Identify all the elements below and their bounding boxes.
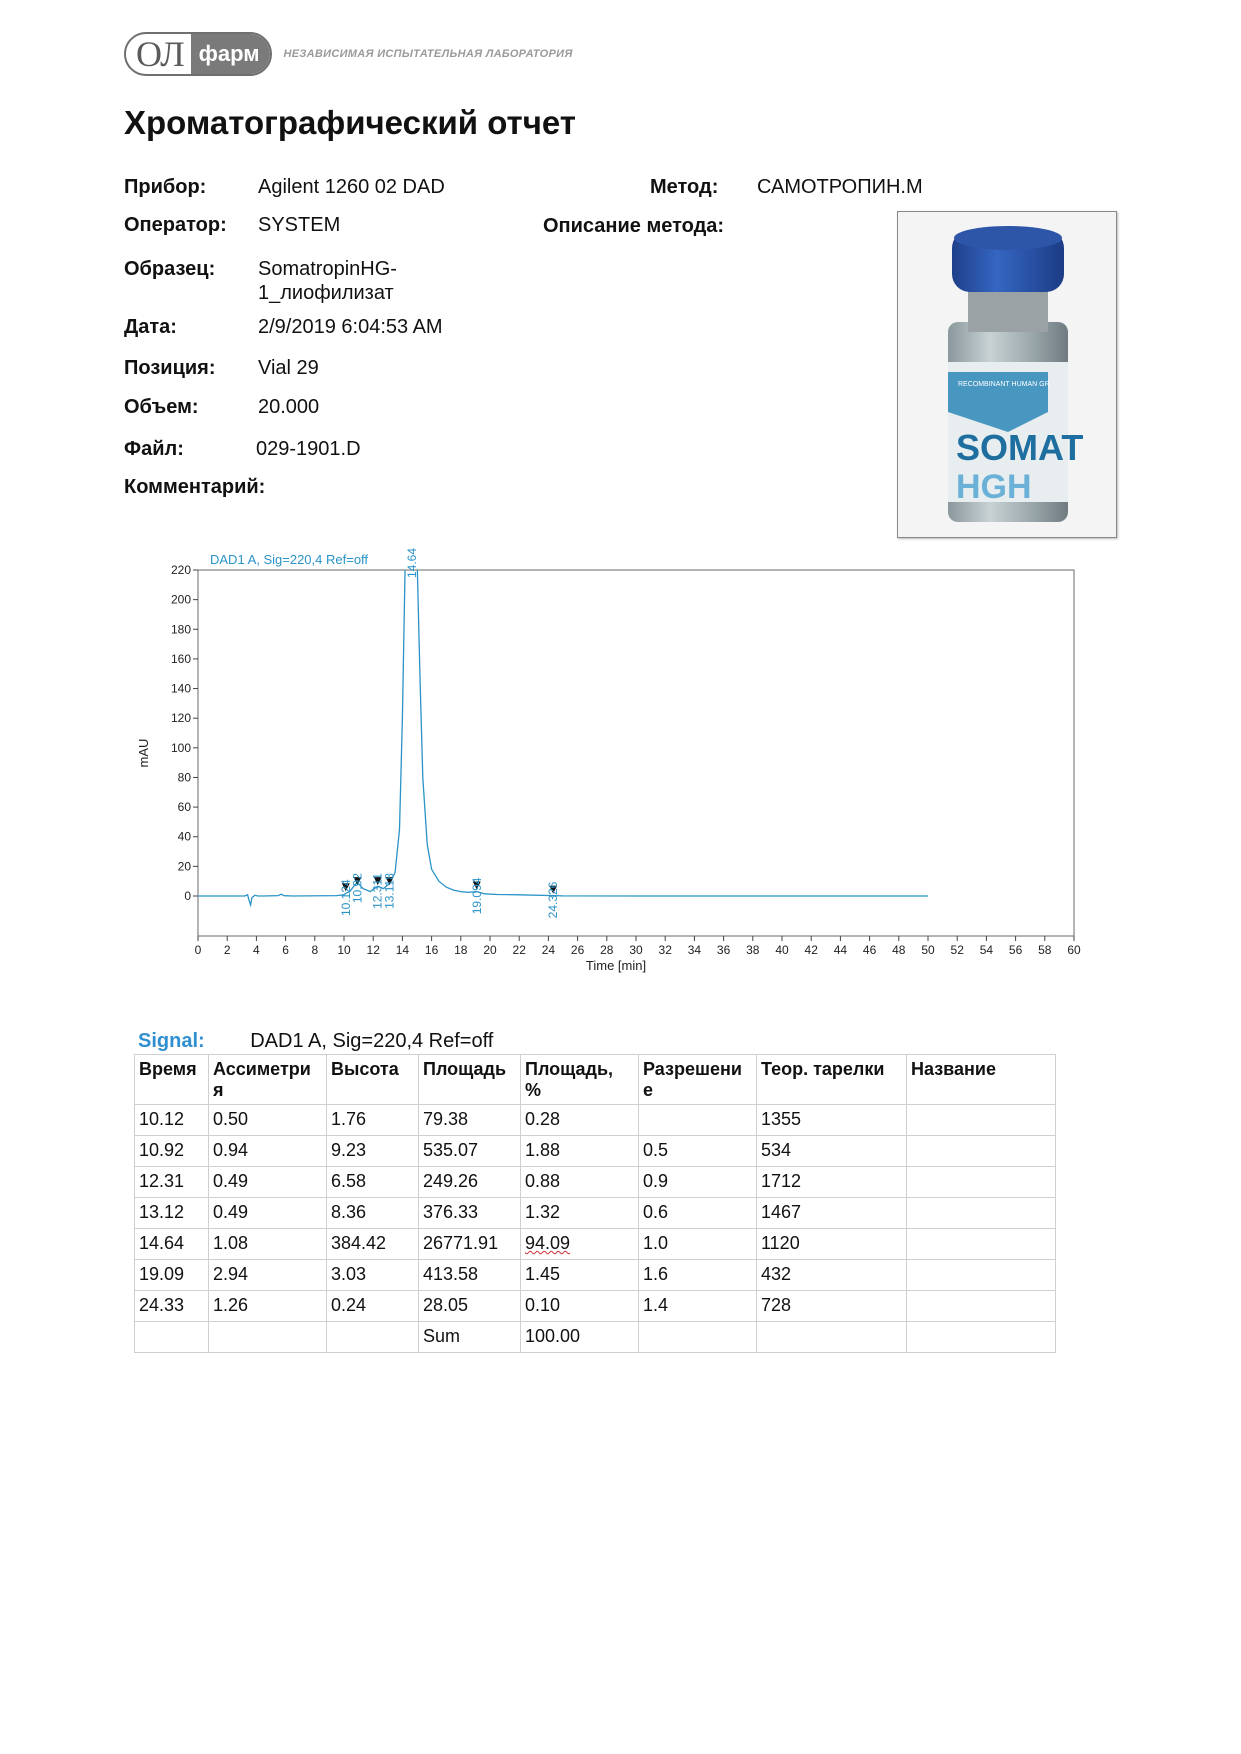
operator-label: Оператор: xyxy=(124,214,227,236)
cell-value: 0.88 xyxy=(525,1171,561,1191)
table-cell xyxy=(907,1198,1056,1229)
table-cell xyxy=(209,1105,327,1136)
table-cell xyxy=(135,1260,209,1291)
table-cell xyxy=(639,1136,757,1167)
table-cell xyxy=(907,1105,1056,1136)
volume-value: 20.000 xyxy=(258,396,320,418)
table-row xyxy=(135,1167,1056,1198)
cell-value: 1355 xyxy=(761,1109,802,1129)
date-label: Дата: xyxy=(124,316,177,338)
table-cell xyxy=(135,1291,209,1322)
y-tick-label: 0 xyxy=(184,889,191,903)
cell-value: 8.36 xyxy=(331,1202,367,1222)
x-tick-label: 46 xyxy=(862,943,877,957)
logo-right-text: фарм xyxy=(191,34,270,74)
x-tick-label: 10 xyxy=(337,943,351,957)
cell-value: 26771.91 xyxy=(423,1233,499,1253)
peak-label: 13.118 xyxy=(382,873,397,909)
col-area: Площадь xyxy=(419,1055,521,1105)
cell-value: 376.33 xyxy=(423,1202,479,1222)
table-cell xyxy=(209,1167,327,1198)
table-header-row xyxy=(135,1055,1056,1105)
x-tick-label: 38 xyxy=(746,943,760,957)
x-tick-label: 34 xyxy=(687,943,702,957)
x-tick-label: 20 xyxy=(483,943,497,957)
signal-row xyxy=(138,1030,493,1053)
table-cell xyxy=(135,1105,209,1136)
company-logo xyxy=(124,32,573,76)
cell-value: 1.76 xyxy=(331,1109,367,1129)
x-tick-label: 0 xyxy=(194,943,202,957)
table-cell xyxy=(327,1260,419,1291)
x-axis-label: Time [min] xyxy=(585,958,647,973)
table-cell xyxy=(757,1167,907,1198)
cell-value: 1120 xyxy=(761,1233,800,1253)
table-cell xyxy=(907,1322,1056,1353)
cell-value: 0.6 xyxy=(643,1202,669,1222)
sample-value-line2: 1_лиофилизат xyxy=(258,282,394,304)
table-cell xyxy=(327,1322,419,1353)
table-cell xyxy=(327,1291,419,1322)
x-tick-label: 32 xyxy=(658,943,672,957)
x-tick-label: 26 xyxy=(570,943,585,957)
table-cell xyxy=(419,1198,521,1229)
peak-label: 12.311 xyxy=(370,873,385,909)
table-cell xyxy=(521,1167,639,1198)
peak-label: 10.124 xyxy=(338,879,353,917)
table-cell xyxy=(639,1167,757,1198)
vial-photo xyxy=(897,211,1117,538)
cell-value: 0.10 xyxy=(525,1295,561,1315)
table-cell xyxy=(639,1198,757,1229)
x-tick-label: 58 xyxy=(1038,943,1052,957)
vial-brand-text: SOMAT xyxy=(956,427,1084,468)
table-cell xyxy=(209,1136,327,1167)
instrument-label: Прибор: xyxy=(124,176,207,198)
table-cell xyxy=(521,1291,639,1322)
comment-label: Комментарий: xyxy=(124,476,266,498)
x-tick-label: 22 xyxy=(512,943,526,957)
x-tick-label: 2 xyxy=(223,943,231,957)
x-tick-label: 44 xyxy=(833,943,848,957)
y-tick-label: 20 xyxy=(177,859,191,874)
col-time: Время xyxy=(135,1055,209,1105)
cell-value: 1.4 xyxy=(643,1295,669,1315)
table-cell xyxy=(419,1260,521,1291)
y-tick-label: 180 xyxy=(170,622,191,637)
table-cell xyxy=(907,1167,1056,1198)
x-tick-label: 18 xyxy=(454,943,468,957)
operator-value: SYSTEM xyxy=(258,214,341,236)
x-tick-label: 52 xyxy=(950,943,964,957)
col-name: Название xyxy=(907,1055,1056,1105)
col-plates: Теор. тарелки xyxy=(757,1055,907,1105)
table-cell xyxy=(521,1322,639,1353)
table-cell xyxy=(639,1322,757,1353)
table-cell xyxy=(419,1322,521,1353)
table-cell xyxy=(209,1229,327,1260)
x-tick-label: 28 xyxy=(600,943,614,957)
cell-value: 10.12 xyxy=(139,1109,185,1129)
cell-value: 9.23 xyxy=(331,1140,367,1160)
table-cell xyxy=(419,1136,521,1167)
table-cell xyxy=(419,1105,521,1136)
volume-label: Объем: xyxy=(124,396,199,418)
cell-value: 24.33 xyxy=(139,1295,185,1315)
table-row xyxy=(135,1136,1056,1167)
cell-value: 1.6 xyxy=(643,1264,669,1284)
x-tick-label: 12 xyxy=(366,943,380,957)
table-cell xyxy=(135,1136,209,1167)
col-area-percent: Площадь, % xyxy=(521,1055,639,1105)
logo-left-text: ОЛ xyxy=(136,34,185,74)
col-height: Высота xyxy=(327,1055,419,1105)
cell-value: 10.92 xyxy=(139,1140,185,1160)
cell-value: 0.9 xyxy=(643,1171,669,1191)
table-row xyxy=(135,1105,1056,1136)
x-tick-label: 42 xyxy=(804,943,818,957)
y-tick-label: 120 xyxy=(170,711,191,726)
cell-value: 0.28 xyxy=(525,1109,561,1129)
cell-value: 1.08 xyxy=(213,1233,249,1253)
table-row xyxy=(135,1260,1056,1291)
cell-value: 0.94 xyxy=(213,1140,249,1160)
date-value: 2/9/2019 6:04:53 AM xyxy=(258,316,443,338)
cell-value: 19.09 xyxy=(139,1264,185,1284)
x-tick-label: 48 xyxy=(892,943,906,957)
table-cell xyxy=(757,1229,907,1260)
file-label: Файл: xyxy=(124,438,184,460)
plot-frame xyxy=(198,570,1074,936)
position-value: Vial 29 xyxy=(258,357,319,379)
table-cell xyxy=(757,1105,907,1136)
table-cell xyxy=(757,1198,907,1229)
table-cell xyxy=(419,1167,521,1198)
cell-value: 534 xyxy=(761,1140,792,1160)
table-cell xyxy=(521,1136,639,1167)
instrument-value: Agilent 1260 02 DAD xyxy=(258,176,445,198)
x-tick-label: 24 xyxy=(541,943,556,957)
table-cell xyxy=(757,1322,907,1353)
page-title: Хроматографический отчет xyxy=(124,104,576,141)
col-asymmetry: Ассиметри я xyxy=(209,1055,327,1105)
table-row xyxy=(135,1291,1056,1322)
x-tick-label: 8 xyxy=(311,943,319,957)
table-cell xyxy=(135,1198,209,1229)
cell-value: 1.32 xyxy=(525,1202,561,1222)
y-tick-label: 140 xyxy=(170,681,191,696)
peak-label: 10.92 xyxy=(350,873,365,904)
cell-value: 1.26 xyxy=(213,1295,249,1315)
cell-value: 535.07 xyxy=(423,1140,479,1160)
table-cell xyxy=(209,1260,327,1291)
table-cell xyxy=(639,1105,757,1136)
table-cell xyxy=(521,1260,639,1291)
cell-value: 0.49 xyxy=(213,1202,249,1222)
sample-label: Образец: xyxy=(124,258,216,280)
x-tick-label: 14 xyxy=(395,943,410,957)
cell-value: 1.45 xyxy=(525,1264,561,1284)
logo-tagline: НЕЗАВИСИМАЯ ИСПЫТАТЕЛЬНАЯ ЛАБОРАТОРИЯ xyxy=(283,48,573,60)
x-tick-label: 16 xyxy=(424,943,439,957)
chart-title: DAD1 A, Sig=220,4 Ref=off xyxy=(210,552,369,567)
cell-value: 1467 xyxy=(761,1202,802,1222)
table-cell xyxy=(135,1167,209,1198)
table-cell xyxy=(907,1260,1056,1291)
cell-value: 94.09 xyxy=(525,1233,571,1253)
table-cell xyxy=(327,1136,419,1167)
peak-label: 24.326 xyxy=(546,881,561,919)
cell-value: 28.05 xyxy=(423,1295,469,1315)
cell-value: 1712 xyxy=(761,1171,802,1191)
cell-value: 728 xyxy=(761,1295,792,1315)
cell-value: 100.00 xyxy=(525,1326,581,1346)
cell-value: 79.38 xyxy=(423,1109,469,1129)
method-value: САМОТРОПИН.М xyxy=(757,176,923,198)
table-cell xyxy=(327,1167,419,1198)
chromatogram-trace xyxy=(198,555,928,905)
col-resolution: Разрешени е xyxy=(639,1055,757,1105)
cell-value: 3.03 xyxy=(331,1264,367,1284)
cell-value: 6.58 xyxy=(331,1171,367,1191)
table-cell xyxy=(209,1291,327,1322)
method-label: Метод: xyxy=(650,176,719,198)
file-value: 029-1901.D xyxy=(256,438,361,460)
y-tick-label: 100 xyxy=(170,740,191,755)
table-cell xyxy=(419,1291,521,1322)
cell-value: 1.0 xyxy=(643,1233,669,1253)
table-cell xyxy=(907,1229,1056,1260)
signal-label: Signal: xyxy=(138,1030,205,1052)
table-cell xyxy=(639,1291,757,1322)
cell-value: 2.94 xyxy=(213,1264,249,1284)
logo-mark xyxy=(124,32,272,76)
x-tick-label: 54 xyxy=(979,943,994,957)
table-cell xyxy=(521,1105,639,1136)
table-cell xyxy=(639,1260,757,1291)
table-cell xyxy=(907,1291,1056,1322)
table-cell xyxy=(521,1198,639,1229)
cell-value: 0.49 xyxy=(213,1171,249,1191)
y-tick-label: 80 xyxy=(177,770,191,785)
chromatogram-chart xyxy=(134,548,1086,1000)
x-tick-label: 4 xyxy=(253,943,260,957)
y-tick-label: 40 xyxy=(177,829,191,844)
table-cell xyxy=(327,1105,419,1136)
x-tick-label: 36 xyxy=(716,943,731,957)
table-cell xyxy=(907,1136,1056,1167)
table-cell xyxy=(521,1229,639,1260)
cell-value: 0.24 xyxy=(331,1295,367,1315)
y-tick-label: 220 xyxy=(170,563,191,577)
cell-value: 0.5 xyxy=(643,1140,669,1160)
table-cell xyxy=(639,1229,757,1260)
cell-value: 249.26 xyxy=(423,1171,479,1191)
peak-label: 14.641 xyxy=(404,548,419,578)
cell-value: 12.31 xyxy=(139,1171,185,1191)
cell-value: 413.58 xyxy=(423,1264,479,1284)
x-tick-label: 50 xyxy=(921,943,935,957)
method-description-label: Описание метода: xyxy=(543,215,725,237)
cell-value: 384.42 xyxy=(331,1233,387,1253)
cell-value: 13.12 xyxy=(139,1202,185,1222)
cell-value: Sum xyxy=(423,1326,461,1346)
position-label: Позиция: xyxy=(124,357,216,379)
table-cell xyxy=(209,1198,327,1229)
cell-value: 14.64 xyxy=(139,1233,185,1253)
table-cell xyxy=(135,1229,209,1260)
table-row xyxy=(135,1322,1056,1353)
vial-small-text: RECOMBINANT HUMAN GR xyxy=(958,381,1050,388)
x-tick-label: 40 xyxy=(775,943,789,957)
table-cell xyxy=(327,1198,419,1229)
cell-value: 432 xyxy=(761,1264,792,1284)
peak-results-table xyxy=(134,1054,1056,1353)
table-cell xyxy=(757,1291,907,1322)
y-tick-label: 60 xyxy=(177,800,191,815)
table-cell xyxy=(135,1322,209,1353)
y-tick-label: 160 xyxy=(170,651,191,666)
chromatogram-svg xyxy=(134,548,1086,1000)
y-tick-label: 200 xyxy=(170,592,191,607)
signal-value: DAD1 A, Sig=220,4 Ref=off xyxy=(250,1030,494,1052)
x-tick-label: 60 xyxy=(1067,943,1081,957)
table-cell xyxy=(757,1136,907,1167)
table-cell xyxy=(209,1322,327,1353)
peak-label: 19.094 xyxy=(469,877,484,915)
x-tick-label: 6 xyxy=(282,943,289,957)
x-tick-label: 56 xyxy=(1008,943,1023,957)
table-cell xyxy=(327,1229,419,1260)
vial-sub-text: HGH xyxy=(956,468,1032,506)
cell-value: 1.88 xyxy=(525,1140,561,1160)
table-cell xyxy=(419,1229,521,1260)
vial-illustration xyxy=(898,212,1116,537)
x-tick-label: 30 xyxy=(629,943,643,957)
cell-value: 0.50 xyxy=(213,1109,249,1129)
sample-value-line1: SomatropinHG- xyxy=(258,258,397,280)
table-row xyxy=(135,1229,1056,1260)
table-cell xyxy=(757,1260,907,1291)
table-row xyxy=(135,1198,1056,1229)
y-axis-label: mAU xyxy=(136,738,151,768)
